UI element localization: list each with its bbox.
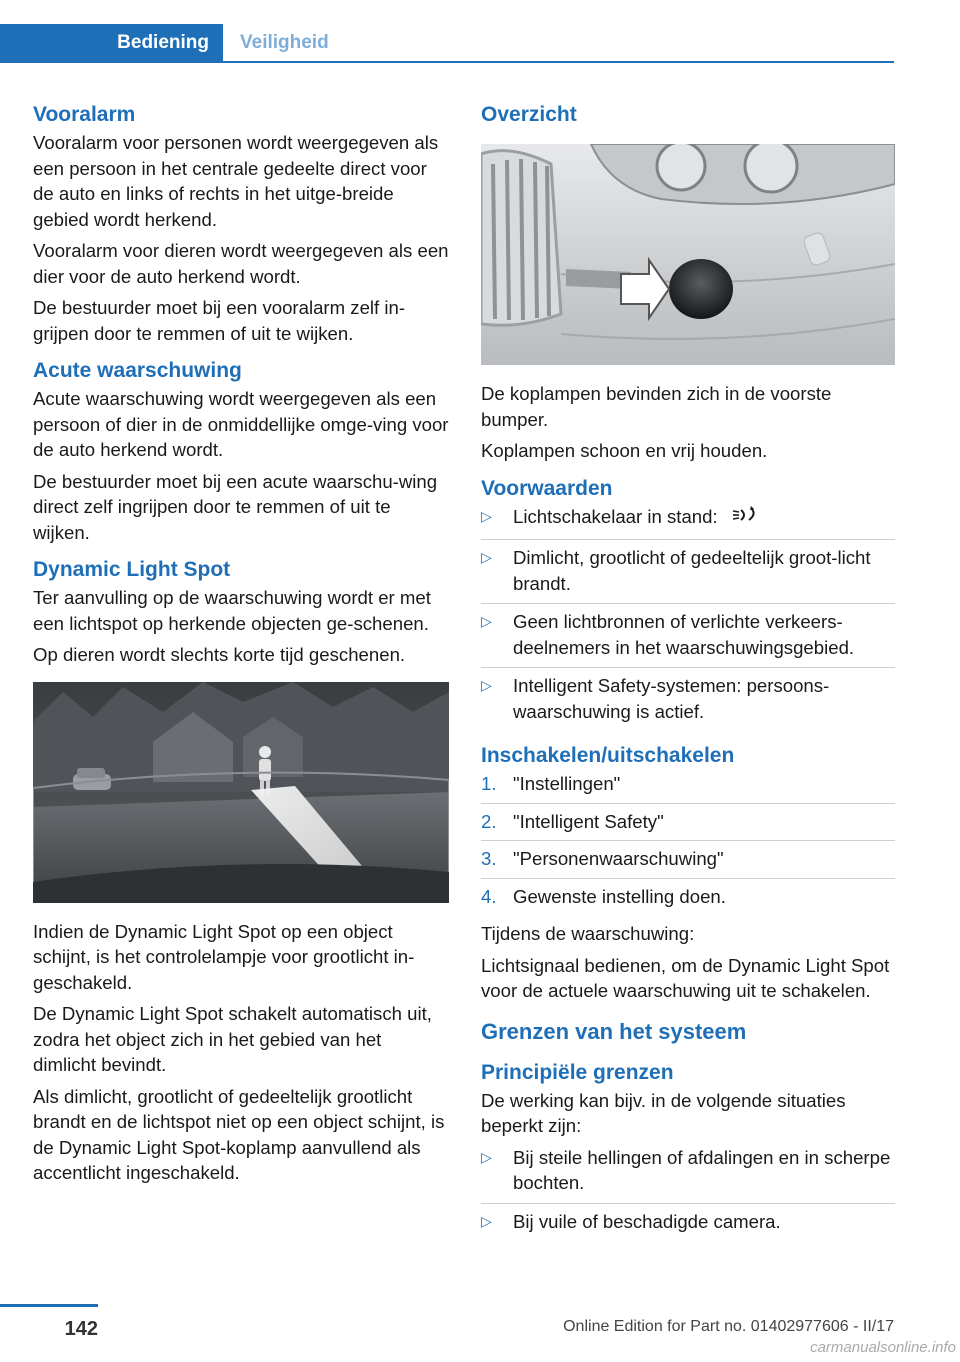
- list-item: ▷ Bij steile hellingen of afdalingen en in scherpe bochten.: [481, 1146, 891, 1193]
- right-column: [481, 100, 895, 1247]
- heading-voorwaarden: Voorwaarden: [481, 476, 613, 500]
- paragraph: De bestuurder moet bij een vooralarm zelf in-grijpen door te remmen of uit te wijken.: [33, 297, 406, 344]
- paragraph: Koplampen schoon en vrij houden.: [481, 440, 768, 461]
- triangle-right-icon: ▷: [481, 613, 492, 629]
- paragraph: Tijdens de waarschuwing:: [481, 923, 695, 944]
- light-spot-illustration: [33, 682, 449, 903]
- footer-divider: [0, 1304, 98, 1307]
- paragraph: De werking kan bijv. in de volgende situaties beperkt zijn:: [481, 1089, 846, 1136]
- paragraph: Vooralarm voor dieren wordt weergegeven als een dier voor de auto herkend wordt.: [33, 240, 449, 287]
- paragraph: De Dynamic Light Spot schakelt automatisch uit, zodra het object zich in het gebied van het dimlicht bevindt.: [33, 1003, 432, 1075]
- paragraph: Op dieren wordt slechts korte tijd geschenen.: [33, 644, 406, 665]
- list-item: 1. "Instellingen": [481, 773, 621, 794]
- paragraph: Indien de Dynamic Light Spot op een object schijnt, is het controlelampje voor grootlicht in-geschakeld.: [33, 920, 415, 993]
- edition-text: Online Edition for Part no. 01402977606 - II/17: [563, 1318, 894, 1335]
- paragraph: De koplampen bevinden zich in de voorste bumper.: [481, 383, 832, 430]
- paragraph: De bestuurder moet bij een acute waarschu-wing direct zelf ingrijpen door te remmen of uit te wijken.: [33, 470, 438, 543]
- voorwaarden-list: [481, 504, 895, 732]
- list-item: ▷ Dimlicht, grootlicht of gedeeltelijk groot-licht brandt.: [481, 539, 895, 603]
- header-tabs: [0, 24, 894, 62]
- list-item: 2. "Intelligent Safety": [481, 803, 895, 841]
- grenzen-list: [481, 1145, 895, 1242]
- heading-vooralarm: Vooralarm: [33, 103, 136, 126]
- triangle-right-icon: ▷: [481, 507, 492, 524]
- list-item: 4. Gewenste instelling doen.: [481, 878, 895, 916]
- heading-acute-waarschuwing: Acute waarschuwing: [33, 359, 242, 382]
- triangle-right-icon: ▷: [481, 1148, 492, 1165]
- list-item: 3. "Personenwaarschuwing": [481, 840, 895, 878]
- page-number: 142: [64, 1318, 98, 1340]
- tab-bediening[interactable]: Bediening: [0, 24, 223, 62]
- heading-grenzen: Grenzen van het systeem: [481, 1018, 747, 1044]
- heading-inschakelen: Inschakelen/uitschakelen: [481, 744, 735, 767]
- paragraph: Als dimlicht, grootlicht of gedeeltelijk grootlicht brandt en de lichtspot niet op een object schijnt, is de Dynamic Light Spot-koplamp aanvullend als accentlicht ingeschakeld.: [33, 1085, 445, 1183]
- left-column: [33, 100, 449, 1192]
- paragraph: Lichtsignaal bedienen, om de Dynamic Light Spot voor de actuele waarschuwing uit te schakelen.: [481, 954, 890, 1001]
- paragraph: Ter aanvulling op de waarschuwing wordt er met een lichtspot op herkende objecten ge-schenen.: [33, 587, 431, 634]
- triangle-right-icon: ▷: [481, 549, 492, 565]
- paragraph: Vooralarm voor personen wordt weergegeven als een persoon in het centrale gedeelte direct voor de auto en links of rechts in het uitge-breide gebied wordt herkend.: [33, 132, 439, 230]
- tab-veiligheid[interactable]: Veiligheid: [240, 32, 329, 53]
- triangle-right-icon: ▷: [481, 677, 492, 693]
- watermark: carmanualsonline.info: [810, 1339, 956, 1356]
- list-item: ▷ Intelligent Safety-systemen: persoons-waarschuwing is actief.: [481, 667, 895, 731]
- front-bumper-illustration: [481, 144, 895, 365]
- steps-list: [481, 771, 895, 915]
- heading-dynamic-light-spot: Dynamic Light Spot: [33, 558, 231, 581]
- triangle-right-icon: ▷: [481, 1212, 492, 1229]
- headlight-switch-icon: [731, 504, 761, 533]
- header-divider: [0, 61, 894, 63]
- heading-principiele-grenzen: Principiële grenzen: [481, 1060, 674, 1084]
- heading-overzicht: Overzicht: [481, 103, 577, 126]
- list-item: ▷ Bij vuile of beschadigde camera.: [481, 1203, 895, 1242]
- list-item: ▷ Geen lichtbronnen of verlichte verkeers-deelnemers in het waarschuwingsgebied.: [481, 603, 895, 667]
- list-item: ▷ Lichtschakelaar in stand:: [481, 504, 895, 540]
- paragraph: Acute waarschuwing wordt weergegeven als een persoon of dier in de onmiddellijke omge-ving voor de auto herkend wordt.: [33, 388, 449, 460]
